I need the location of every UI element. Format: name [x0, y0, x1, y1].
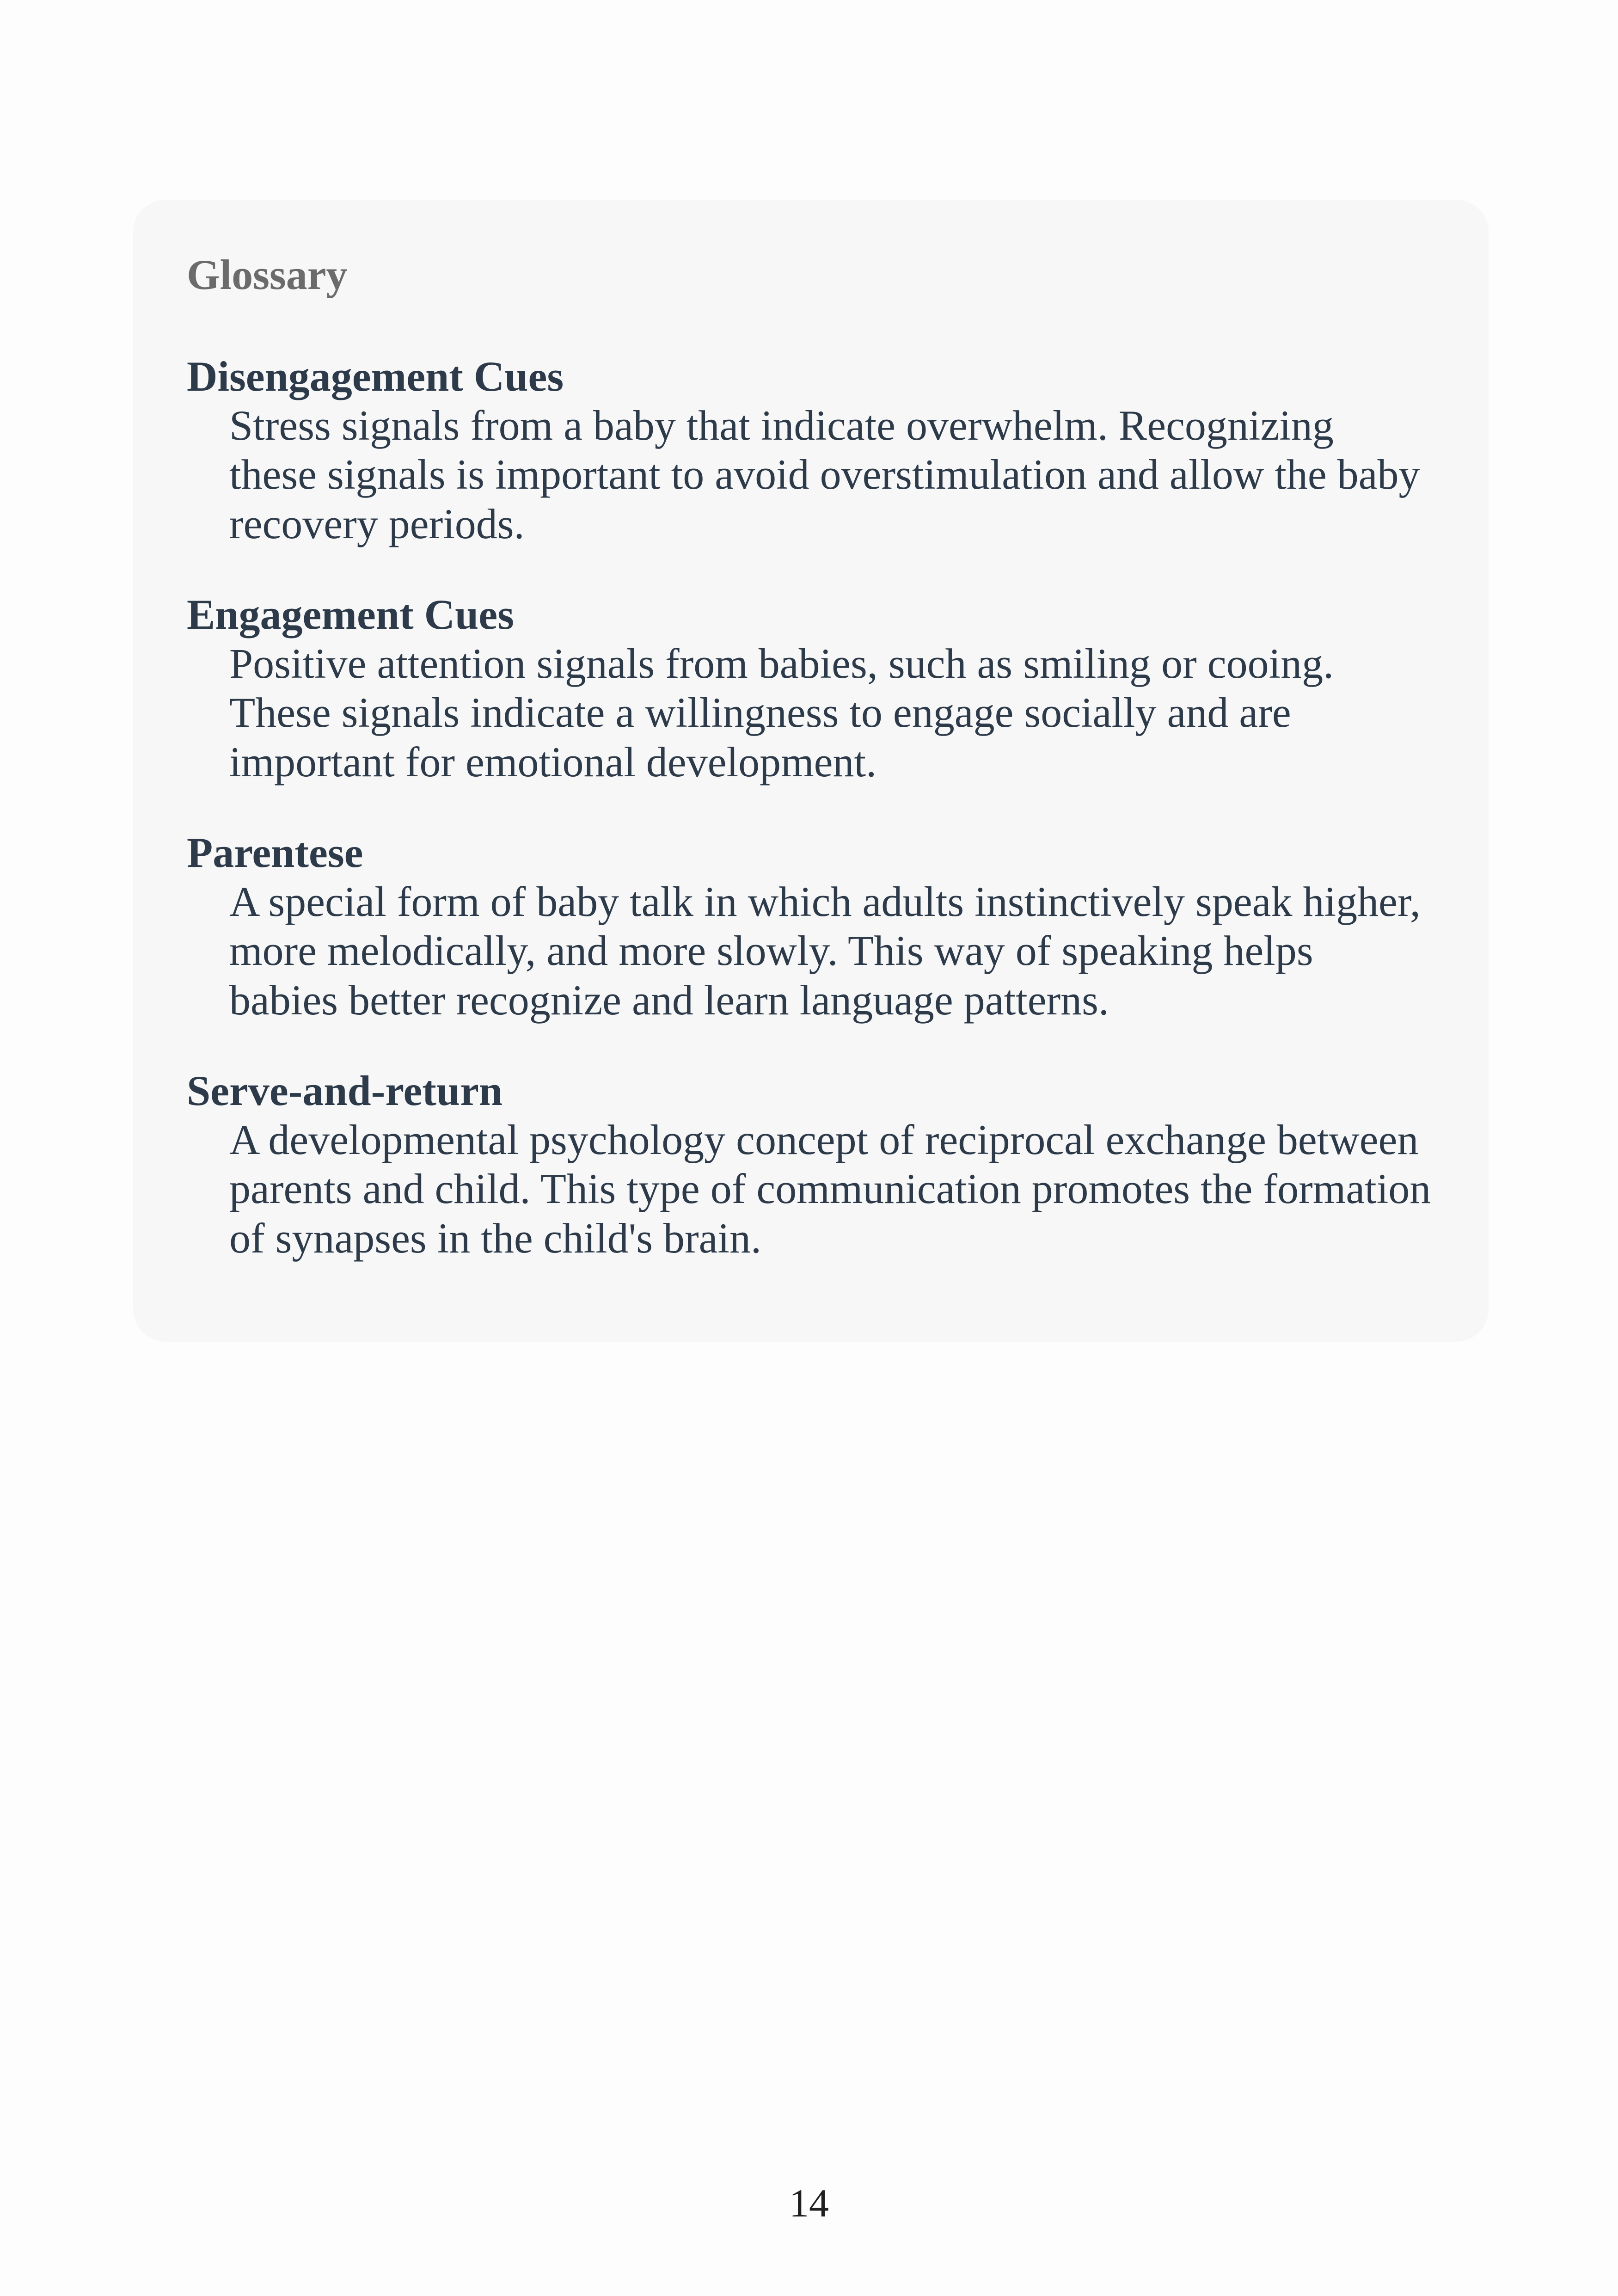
- glossary-term: Parentese: [187, 829, 363, 876]
- glossary-entry: [187, 590, 1489, 787]
- glossary-definition: A developmental psychology concept of reciprocal exchange between parents and child. This type of communication promotes the formation of synapses in the child's brain.: [229, 1116, 1431, 1262]
- glossary-list: [187, 352, 1489, 1263]
- glossary-title: Glossary: [187, 251, 348, 298]
- glossary-definition: Positive attention signals from babies, such as smiling or cooing. These signals indicate a willingness to engage socially and are important for emotional development.: [229, 639, 1334, 786]
- glossary-term: Disengagement Cues: [187, 352, 564, 400]
- page-number: 14: [789, 2181, 829, 2225]
- glossary-term: Serve-and-return: [187, 1067, 503, 1114]
- glossary-definition: Stress signals from a baby that indicate overwhelm. Recognizing these signals is important to avoid overstimulation and allow the baby recovery periods.: [229, 401, 1420, 548]
- glossary-entry: [187, 1067, 1489, 1263]
- glossary-term: Engagement Cues: [187, 590, 514, 638]
- glossary-entry: [187, 829, 1489, 1025]
- glossary-entry: [187, 352, 1489, 549]
- glossary-box: [133, 200, 1489, 1342]
- glossary-definition: A special form of baby talk in which adults instinctively speak higher, more melodically, and more slowly. This way of speaking helps babies better recognize and learn language patterns.: [229, 878, 1421, 1024]
